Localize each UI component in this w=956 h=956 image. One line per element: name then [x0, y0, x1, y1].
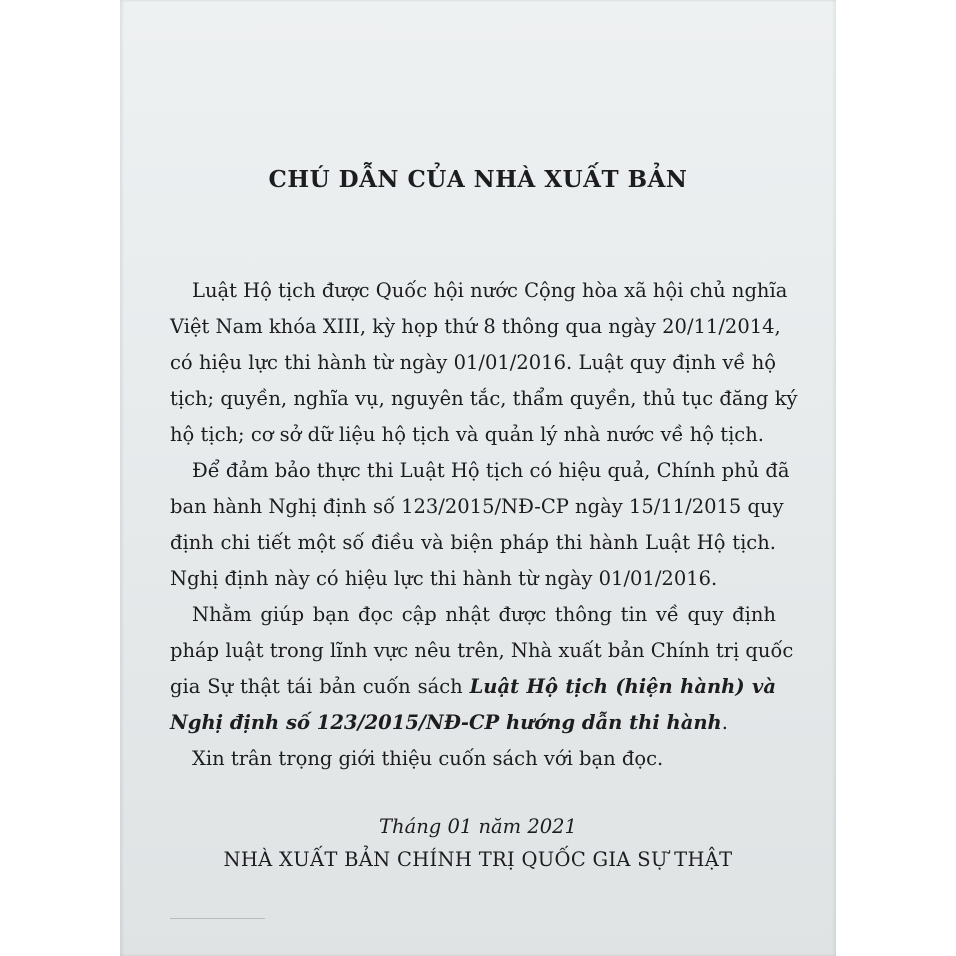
- paragraph-1-line-3: có hiệu lực thi hành từ ngày 01/01/2016. Luật quy định về hộ: [170, 351, 776, 374]
- paragraph-1-line-5: hộ tịch; cơ sở dữ liệu hộ tịch và quản lý nhà nước về hộ tịch.: [170, 423, 764, 446]
- book-page: [120, 0, 836, 956]
- paragraph-2-line-1: Để đảm bảo thực thi Luật Hộ tịch có hiệu quả, Chính phủ đã: [192, 459, 790, 482]
- paragraph-2-line-3: định chi tiết một số điều và biện pháp thi hành Luật Hộ tịch.: [170, 531, 776, 554]
- paragraph-3-line-3: [170, 674, 776, 700]
- publisher-name: NHÀ XUẤT BẢN CHÍNH TRỊ QUỐC GIA SỰ THẬT: [223, 848, 733, 871]
- paragraph-3-line-1: Nhằm giúp bạn đọc cập nhật được thông tin về quy định: [192, 603, 776, 626]
- paragraph-3-line-4: [170, 710, 776, 736]
- paragraph-3-line-4-end: .: [721, 711, 728, 734]
- book-title-part-2: Nghị định số 123/2015/NĐ-CP hướng dẫn thi hành: [170, 711, 722, 734]
- paragraph-2-line-4: Nghị định này có hiệu lực thi hành từ ngày 01/01/2016.: [170, 567, 718, 590]
- paragraph-3-line-3-regular: gia Sự thật tái bản cuốn sách: [170, 675, 470, 698]
- paragraph-1-line-4: tịch; quyền, nghĩa vụ, nguyên tắc, thẩm quyền, thủ tục đăng ký: [170, 387, 798, 410]
- page-title: CHÚ DẪN CỦA NHÀ XUẤT BẢN: [268, 166, 688, 193]
- footnote-divider: [170, 918, 265, 919]
- paragraph-1-line-2: Việt Nam khóa XIII, kỳ họp thứ 8 thông qua ngày 20/11/2014,: [170, 315, 781, 338]
- publication-date: Tháng 01 năm 2021: [379, 815, 577, 838]
- paragraph-1-line-1: Luật Hộ tịch được Quốc hội nước Cộng hòa xã hội chủ nghĩa: [192, 279, 788, 302]
- book-title-part-1: Luật Hộ tịch (hiện hành) và: [469, 675, 776, 698]
- paragraph-2-line-2: ban hành Nghị định số 123/2015/NĐ-CP ngày 15/11/2015 quy: [170, 495, 784, 518]
- closing-line: Xin trân trọng giới thiệu cuốn sách với bạn đọc.: [192, 747, 664, 770]
- paragraph-3-line-2: pháp luật trong lĩnh vực nêu trên, Nhà xuất bản Chính trị quốc: [170, 639, 794, 662]
